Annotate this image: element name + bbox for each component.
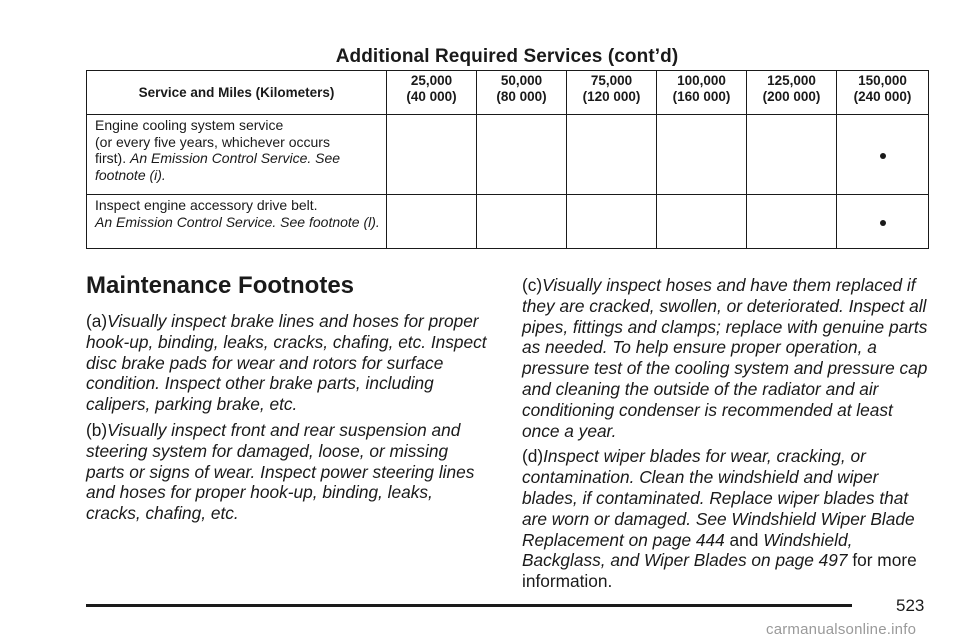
row-drive-belt: Inspect engine accessory drive belt. An Emission Control Service. See footnote (l). (87, 195, 387, 249)
header-25000: 25,000 (40 000) (387, 71, 477, 115)
footnote-c: (c)Visually inspect hoses and have them replaced if they are cracked, swollen, or deteriorated. Inspect all pipes, fittings and clamps; replace with genuine parts as needed. To help ensure proper operation, a pressure test of the cooling system and pressure cap and cleaning the outside of the radiator and air conditioning condenser is recommended at least once a year. (522, 275, 928, 441)
footnotes-title: Maintenance Footnotes (86, 272, 355, 299)
page-number: 523 (896, 596, 925, 615)
header-service: Service and Miles (Kilometers) (87, 71, 387, 115)
footnote-a: (a)Visually inspect brake lines and hoses for proper hook-up, binding, leaks, cracks, chafing, etc. Inspect disc brake pads for wear and rotors for surface condition. Inspect other brake parts, including calipers, parking brake, etc. (86, 311, 487, 415)
watermark: carmanualsonline.info (766, 621, 917, 638)
service-bullet (880, 153, 886, 159)
header-50000: 50,000 (80 000) (477, 71, 567, 115)
header-150000: 150,000 (240 000) (837, 71, 929, 115)
service-bullet (880, 220, 886, 226)
footnote-b: (b)Visually inspect front and rear suspension and steering system for damaged, loose, or missing parts or signs of wear. Inspect power steering lines and hoses for proper hook-up, binding, leaks, cracks, chafing, etc. (86, 419, 475, 524)
footnotes-left-column (86, 311, 491, 529)
footnotes-right-column (522, 275, 932, 597)
row-cooling-service: Engine cooling system service (or every five years, whichever occurs first). An Emission Control Service. See footnote (i). (87, 115, 387, 195)
table-row (87, 115, 929, 195)
table-header-row (87, 71, 929, 115)
footer-rule (86, 604, 852, 607)
table-title: Additional Required Services (cont’d) (335, 46, 679, 67)
header-100000: 100,000 (160 000) (657, 71, 747, 115)
header-75000: 75,000 (120 000) (567, 71, 657, 115)
table-row (87, 195, 929, 249)
header-125000: 125,000 (200 000) (747, 71, 837, 115)
service-table (86, 70, 929, 249)
footnote-d: (d)Inspect wiper blades for wear, cracking, or contamination. Clean the windshield and wiper blades, if contaminated. Replace wiper blades that are worn or damaged. See Windshield Wiper Blade Replacement on page 444 and Windshield, Backglass, and Wiper Blades on page 497 for more information. (522, 446, 917, 592)
